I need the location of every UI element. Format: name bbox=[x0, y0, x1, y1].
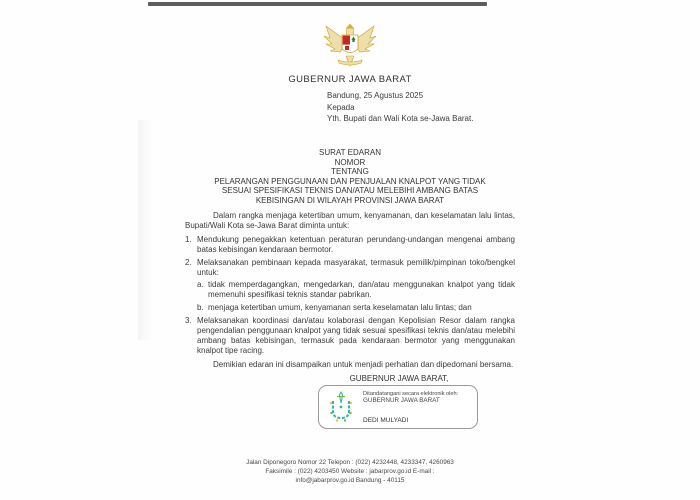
subject-line-3: KEBISINGAN DI WILAYAH PROVINSI JAWA BARAT bbox=[255, 195, 445, 205]
sub-item-2a-letter: a. bbox=[197, 280, 204, 290]
opening-paragraph: Dalam rangka menjaga ketertiban umum, kenyamanan, dan keselamatan lalu lintas, Bupati/Wali Kota se-Jawa Barat diminta untuk: bbox=[185, 211, 515, 230]
doc-type: SURAT EDARAN bbox=[319, 148, 381, 157]
footer-address-line: Jalan Diponegoro Nomor 22 Telepon : (022) 4232448, 4233347, 4260963 bbox=[246, 459, 454, 466]
title-block bbox=[0, 148, 700, 205]
esign-text-block bbox=[363, 391, 475, 405]
doc-nomor: NOMOR bbox=[334, 157, 366, 167]
list-item-2-text: Melaksanakan pembinaan kepada masyarakat, termasuk pemilik/pimpinan toko/bengkel untuk: bbox=[197, 257, 515, 277]
list-item-1-text: Mendukung penegakkan ketentuan peraturan perundang-undangan mengenai ambang batas kebisingan kendaraan bermotor. bbox=[197, 234, 515, 254]
sub-item-2b-letter: b. bbox=[197, 303, 204, 313]
list-item-1-number: 1. bbox=[185, 234, 192, 244]
sub-item-2a bbox=[197, 280, 515, 300]
kepada-label: Kepada bbox=[327, 102, 355, 112]
subject-line-2: SESUAI SPESIFIKASI TEKNIS DAN/ATAU MELEBIHI AMBANG BATAS bbox=[221, 186, 479, 195]
footer-contact-line: Faksimile : (022) 4203450 Website : jabarprov.go.id E-mail : bbox=[265, 468, 435, 475]
doc-tentang: TENTANG bbox=[331, 167, 369, 176]
electronic-signature-stamp bbox=[318, 385, 478, 429]
list-item-2 bbox=[185, 258, 515, 278]
list-item-3-number: 3. bbox=[185, 316, 192, 326]
esign-seal-icon bbox=[326, 391, 356, 424]
list-item-1 bbox=[185, 235, 515, 255]
esign-office: GUBERNUR JAWA BARAT bbox=[363, 397, 440, 405]
letter-body bbox=[185, 211, 515, 370]
place-date: Bandung, 25 Agustus 2025 bbox=[327, 91, 424, 100]
list-item-3-text: Melaksanakan koordinasi dan/atau kolaborasi dengan Kepolisian Resor dalam rangka pengendalian penggunaan knalpot yang tidak sesuai spesifikasi teknis dan/atau melebihi ambang batas kebisingan, termasuk pada kendaraan bermotor yang menggunakan knalpot tipe racing. bbox=[197, 316, 515, 355]
sub-item-2a-text: tidak memperdagangkan, mengedarkan, dan/atau menggunakan knalpot yang tidak memenuhi spesifikasi teknis standar pabrikan. bbox=[208, 280, 515, 300]
dateline-block bbox=[327, 90, 473, 125]
recipient-line: Yth. Bupati dan Wali Kota se-Jawa Barat. bbox=[327, 114, 474, 123]
signer-name: DEDI MULYADI bbox=[363, 417, 409, 424]
list-item-3 bbox=[185, 316, 515, 356]
letterhead-footer bbox=[0, 458, 700, 485]
sub-item-2b bbox=[197, 303, 515, 313]
garuda-emblem-icon bbox=[322, 22, 378, 70]
subject-line-1: PELARANGAN PENGGUNAAN DAN PENJUALAN KNALPOT YANG TIDAK bbox=[214, 176, 486, 186]
signature-title: GUBERNUR JAWA BARAT, bbox=[349, 374, 449, 383]
footer-email-line: info@jabarprov.go.id Bandung - 40115 bbox=[295, 477, 405, 484]
sub-item-2b-text: menjaga ketertiban umum, kenyamanan serta keselamatan lalu lintas; dan bbox=[208, 303, 472, 313]
letterhead-office: GUBERNUR JAWA BARAT bbox=[288, 74, 412, 85]
list-item-2-number: 2. bbox=[185, 257, 192, 267]
esign-note: Ditandatangani secara elektronik oleh: bbox=[363, 391, 459, 397]
scan-top-edge bbox=[148, 2, 487, 6]
closing-paragraph: Demikian edaran ini disampaikan untuk menjadi perhatian dan dipedomani bersama. bbox=[213, 359, 514, 369]
